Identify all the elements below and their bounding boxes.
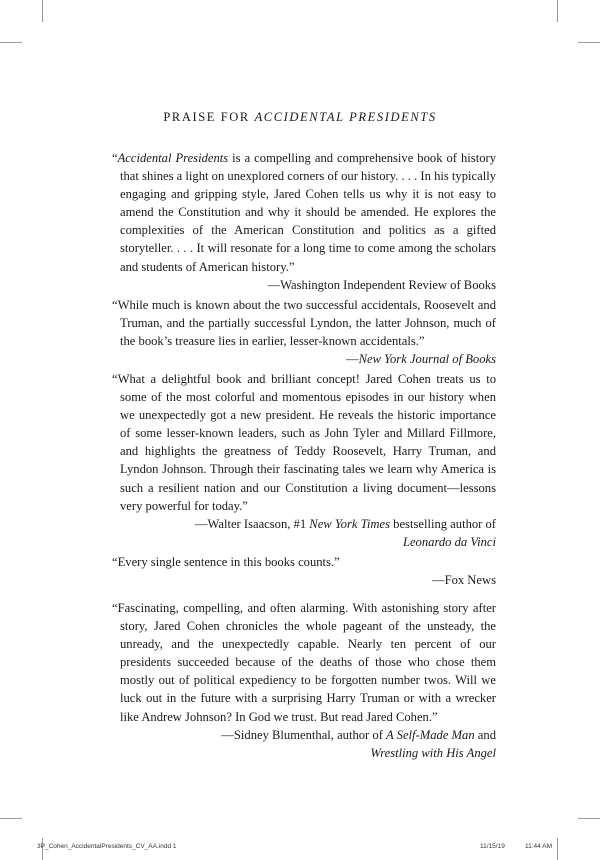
footer-filename: 3P_Cohen_AccidentalPresidents_CV_AA.indd 1	[37, 843, 177, 850]
attribution-line	[112, 350, 496, 368]
quote-attribution	[112, 276, 496, 294]
attribution-line	[112, 726, 496, 744]
crop-mark-top-right-h	[578, 42, 600, 43]
attribution-text-run: A Self-Made Man	[386, 727, 475, 742]
attribution-text-run: —Walter Isaacson, #1	[194, 516, 310, 531]
quote-body	[112, 370, 496, 515]
crop-mark-top-right-v	[557, 0, 558, 22]
attribution-line	[112, 515, 496, 533]
footer-time: 11:44 AM	[525, 843, 552, 850]
attribution-text-run: and	[474, 727, 496, 742]
attribution-text-run: —Sidney Blumenthal, author of	[221, 727, 387, 742]
attribution-text-run: —Fox News	[431, 573, 496, 588]
crop-mark-top-left-v	[42, 0, 43, 22]
quote-attribution	[112, 350, 496, 368]
praise-quote	[112, 370, 496, 551]
heading-prefix: PRAISE FOR	[163, 110, 255, 124]
quote-body	[112, 296, 496, 350]
footer-date: 11/15/19	[480, 843, 505, 850]
attribution-line	[112, 533, 496, 551]
quote-attribution	[112, 571, 496, 589]
attribution-text-run: Leonardo da Vinci	[402, 534, 496, 549]
attribution-text-run: Wrestling with His Angel	[370, 745, 496, 760]
crop-mark-top-left-h	[0, 42, 22, 43]
quote-text-run: is a compelling and comprehensive book of history that shines a light on unexplored corners of our history. . . . In his typically engaging and gripping style, Jared Cohen tells us why it is not easy to amend the Constitution and why it should be amended. He explores the complexities of the American Constitution and politics as a gifted storyteller. . . . It will resonate for a long time to come among the scholars and students of American history.”	[120, 151, 496, 274]
attribution-line	[112, 276, 496, 294]
quote-text-run: “What a delightful book and brilliant concept! Jared Cohen treats us to some of the most colorful and momentous episodes in our history when we unexpectedly got a new president. He reveals the historic importance of some lesser-known leaders, such as John Tyler and Millard Fillmore, and highlights the greatness of Teddy Roosevelt, Harry Truman, and Lyndon Johnson. Through their fascinating tales we learn why America is such a resilient nation and our Constitution a living document—lessons very powerful for today.”	[112, 372, 496, 513]
attribution-text-run: —Washington Independent Review of Books	[267, 277, 496, 292]
praise-quote	[112, 553, 496, 589]
quote-body	[112, 553, 496, 571]
quote-body	[112, 599, 496, 726]
praise-quote	[112, 599, 496, 762]
attribution-text-run: New York Times	[309, 516, 391, 531]
quote-body	[112, 149, 496, 276]
quote-text-run: Accidental Presidents	[117, 151, 229, 165]
praise-quote	[112, 149, 496, 294]
attribution-text-run: New York Journal of Books	[358, 352, 496, 367]
attribution-line	[112, 571, 496, 589]
page-heading	[0, 110, 600, 125]
attribution-text-run: bestselling author of	[390, 516, 496, 531]
crop-mark-bottom-right-v	[557, 838, 558, 860]
quote-text-run: “	[112, 151, 118, 165]
quote-text-run: “While much is known about the two successful accidentals, Roosevelt and Truman, and the partially successful Lyndon, the latter Johnson, much of the book’s treasure lies in earlier, lesser-known accidentals.”	[112, 298, 496, 349]
heading-book-title: ACCIDENTAL PRESIDENTS	[254, 110, 437, 124]
quote-text-run: “Every single sentence in this books counts.”	[112, 555, 340, 569]
crop-mark-bottom-right-h	[578, 818, 600, 819]
praise-quote	[112, 296, 496, 368]
crop-mark-bottom-left-h	[0, 818, 22, 819]
quote-text-run: “Fascinating, compelling, and often alarming. With astonishing story after story, Jared Cohen chronicles the whole pageant of the unsteady, the unready, and the unexpectedly capable. Nearly ten percent of our presidents succeeded because of the deaths of those who chose them mostly out of political expediency to be forgotten number twos. Will we luck out in the future with a surprising Harry Truman or with a wrecker like Andrew Johnson? In God we trust. But read Jared Cohen.”	[112, 601, 496, 724]
attribution-text-run: —	[346, 352, 359, 367]
quote-attribution	[112, 726, 496, 762]
quote-attribution	[112, 515, 496, 551]
attribution-line	[112, 744, 496, 762]
